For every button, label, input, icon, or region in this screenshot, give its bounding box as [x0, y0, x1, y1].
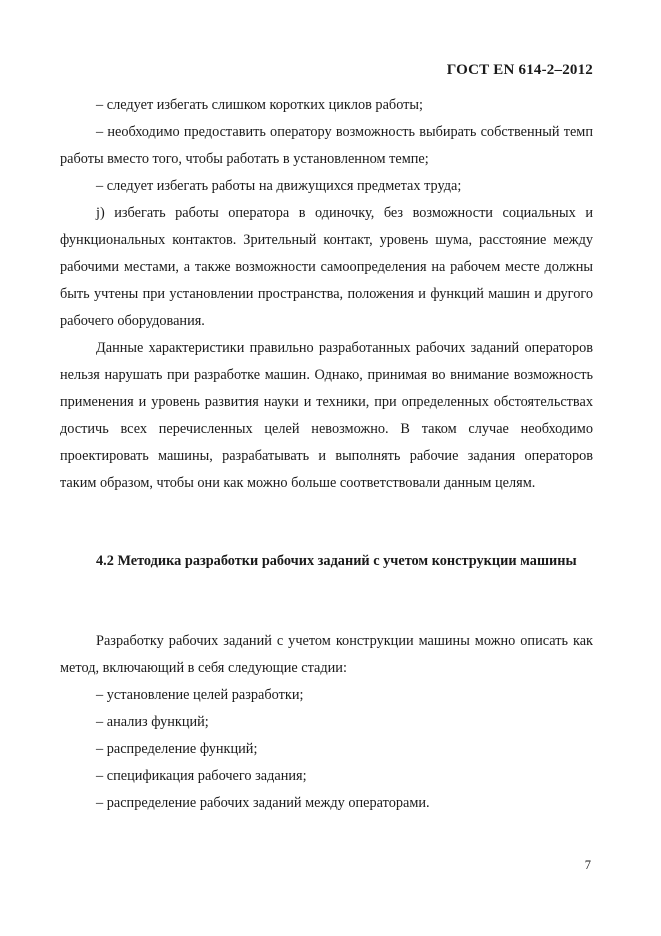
page-number: 7 [584, 858, 591, 872]
list-item: – следует избегать слишком коротких циклов работы; [96, 97, 423, 113]
paragraph: Данные характеристики правильно разработанных рабочих заданий операторов нельзя нарушать при разработке машин. Однако, принимая во внимание возможность применения и уровень развития науки и техники, при определенных обстоятельствах достичь всех перечисленных целей невозможно. В таком случае необходимо проектировать машины, разрабатывать и выполнять рабочие задания операторов таким образом, чтобы они как можно больше соответствовали данным целям. [60, 340, 593, 491]
list-item: – спецификация рабочего задания; [96, 768, 307, 784]
list-item: – анализ функций; [96, 714, 209, 730]
list-item: – распределение рабочих заданий между операторами. [96, 795, 430, 811]
paragraph: Разработку рабочих заданий с учетом конструкции машины можно описать как метод, включающий в себя следующие стадии: [60, 633, 593, 676]
document-header: ГОСТ EN 614-2–2012 [446, 62, 593, 78]
list-item: – распределение функций; [96, 741, 258, 757]
list-item: – установление целей разработки; [96, 687, 304, 703]
section-heading: 4.2 Методика разработки рабочих заданий с учетом конструкции машины [96, 553, 577, 569]
list-item: – следует избегать работы на движущихся предметах труда; [96, 178, 462, 194]
list-item: j) избегать работы оператора в одиночку, без возможности социальных и функциональных контактов. Зрительный контакт, уровень шума, расстояние между рабочими местами, а также возможности самоопределения на рабочем месте должны быть учтены при установлении пространства, положения и функций машин и другого рабочего оборудования. [60, 205, 593, 329]
body-text-bottom [60, 628, 593, 817]
list-item: – необходимо предоставить оператору возможность выбирать собственный темп работы вместо того, чтобы работать в установленном темпе; [60, 124, 593, 167]
body-text-top [60, 92, 593, 497]
